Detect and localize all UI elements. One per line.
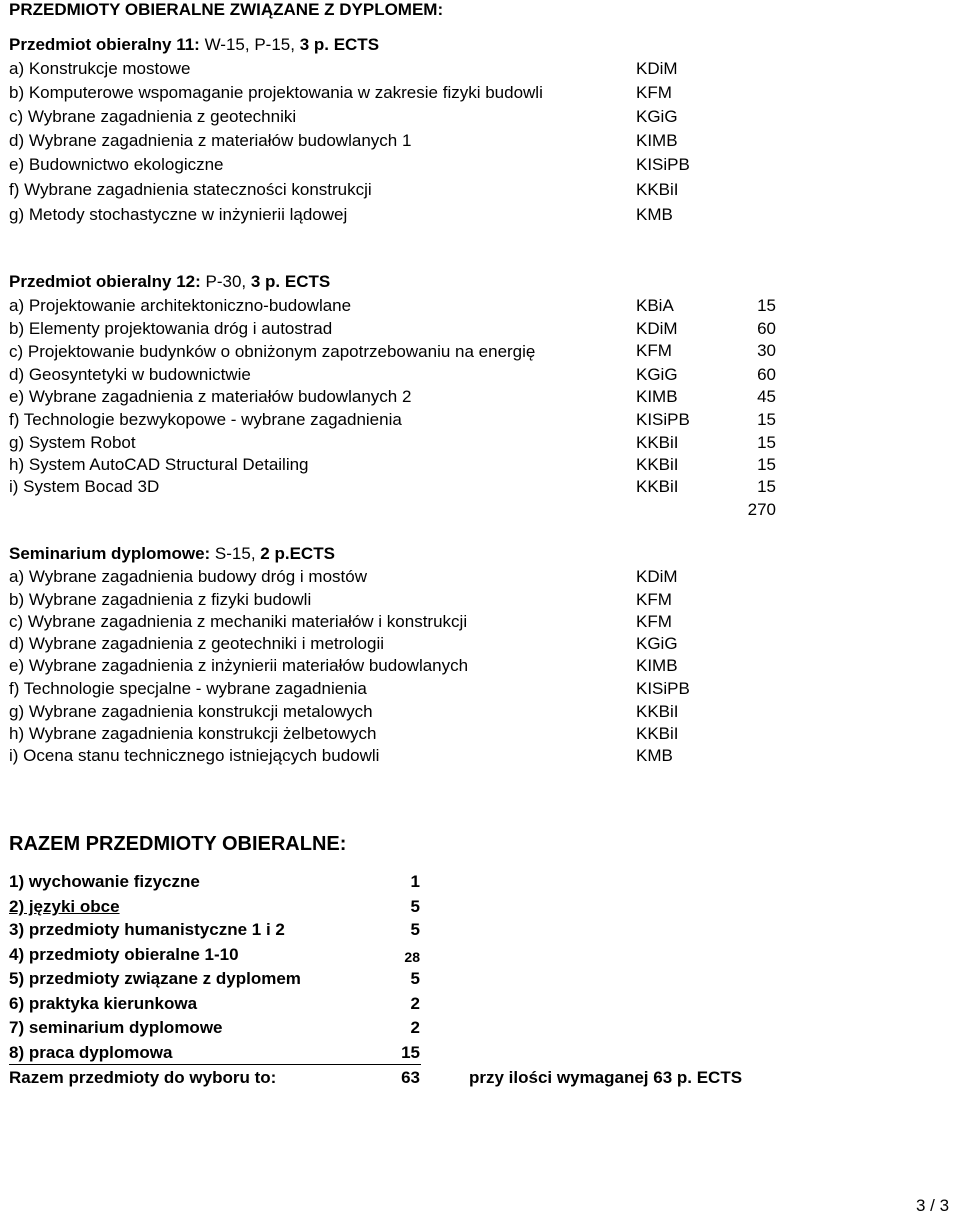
list-item-label: f) Technologie bezwykopowe - wybrane zagadnienia [9,410,402,429]
list-item-label: e) Budownictwo ekologiczne [9,155,224,174]
list-item-dept: KFM [636,83,672,102]
summary-row-label: 7) seminarium dyplomowe [9,1018,223,1037]
list-item-dept: KGiG [636,634,678,653]
seminar-heading-ects: 2 p.ECTS [260,544,335,563]
list-item-label: b) Elementy projektowania dróg i autostrad [9,319,333,338]
page-title: PRZEDMIOTY OBIERALNE ZWIĄZANE Z DYPLOMEM: [9,0,444,19]
list-item-dept: KDiM [636,319,678,338]
list-item-label: e) Wybrane zagadnienia z materiałów budowlanych 2 [9,387,412,406]
summary-row-label: 8) praca dyplomowa [9,1043,173,1062]
page-number: 3 / 3 [916,1196,950,1215]
summary-row-label: 2) języki obce [9,897,120,916]
list-item-dept: KMB [636,746,673,765]
summary-row-label: 5) przedmioty związane z dyplomem [9,969,301,988]
section-12-heading-label: Przedmiot obieralny 12: [9,272,201,291]
list-item-label: i) Ocena stanu technicznego istniejących budowli [9,746,380,765]
section-11-heading-hours: W-15, P-15, [199,35,300,54]
seminar-heading [9,544,335,564]
list-item-dept: KGiG [636,107,678,126]
list-item-label: a) Projektowanie architektoniczno-budowlane [9,296,352,315]
list-item-label: e) Wybrane zagadnienia z inżynierii materiałów budowlanych [9,656,469,675]
list-item-label: i) System Bocad 3D [9,477,160,496]
list-item-hours: 15 [757,477,776,496]
summary-divider [9,1064,421,1065]
list-item-hours: 15 [757,455,776,474]
list-item-dept: KDiM [636,567,678,586]
list-item-dept: KIMB [636,656,678,675]
list-item-label: f) Wybrane zagadnienia stateczności konstrukcji [9,180,372,199]
list-item-label: c) Projektowanie budynków o obniżonym zapotrzebowaniu na energię [9,342,536,361]
list-item-hours: 60 [757,365,776,384]
list-item-label: d) Wybrane zagadnienia z materiałów budowlanych 1 [9,131,412,150]
section-12-heading-hours: P-30, [200,272,251,291]
list-item-dept: KKBiI [636,455,679,474]
list-item-dept: KGiG [636,365,678,384]
list-item-label: g) System Robot [9,433,136,452]
list-item-dept: KIMB [636,387,678,406]
list-item-hours: 60 [757,319,776,338]
list-item-dept: KKBiI [636,477,679,496]
summary-row-label: 4) przedmioty obieralne 1-10 [9,945,239,964]
list-item-dept: KISiPB [636,155,690,174]
hours-total: 270 [747,500,776,519]
list-item-hours: 45 [757,387,776,406]
list-item-dept: KKBiI [636,724,679,743]
summary-total-value: 63 [401,1068,420,1087]
seminar-heading-label: Seminarium dyplomowe: [9,544,211,563]
list-item-dept: KFM [636,590,672,609]
summary-row-label: 3) przedmioty humanistyczne 1 i 2 [9,920,285,939]
summary-row-value: 5 [410,920,420,939]
summary-row-value: 5 [410,897,420,916]
section-12-heading [9,272,330,292]
list-item-label: d) Geosyntetyki w budownictwie [9,365,251,384]
list-item-label: g) Wybrane zagadnienia konstrukcji metalowych [9,702,373,721]
list-item-dept: KISiPB [636,410,690,429]
summary-title: RAZEM PRZEDMIOTY OBIERALNE: [9,833,347,855]
summary-row-value: 5 [410,969,420,988]
list-item-label: a) Wybrane zagadnienia budowy dróg i mostów [9,567,367,586]
list-item-dept: KKBiI [636,702,679,721]
summary-row-value: 28 [404,949,420,965]
list-item-dept: KFM [636,612,672,631]
list-item-label: c) Wybrane zagadnienia z mechaniki materiałów i konstrukcji [9,612,468,631]
section-11-heading [9,35,379,55]
section-11-heading-label: Przedmiot obieralny 11: [9,35,200,54]
list-item-label: b) Wybrane zagadnienia z fizyki budowli [9,590,312,609]
summary-row-value: 1 [410,872,420,891]
list-item-label: a) Konstrukcje mostowe [9,59,191,78]
seminar-heading-hours: S-15, [210,544,261,563]
section-12-heading-ects: 3 p. ECTS [250,272,331,291]
list-item-label: h) System AutoCAD Structural Detailing [9,455,309,474]
list-item-label: h) Wybrane zagadnienia konstrukcji żelbetowych [9,724,377,743]
list-item-dept: KMB [636,205,673,224]
list-item-hours: 15 [757,296,776,315]
list-item-dept: KFM [636,341,672,360]
summary-row-value: 2 [410,994,420,1013]
list-item-hours: 15 [757,433,776,452]
list-item-label: g) Metody stochastyczne w inżynierii lądowej [9,205,348,224]
list-item-hours: 15 [757,410,776,429]
list-item-dept: KDiM [636,59,678,78]
list-item-dept: KISiPB [636,679,690,698]
list-item-dept: KKBiI [636,180,679,199]
list-item-label: b) Komputerowe wspomaganie projektowania w zakresie fizyki budowli [9,83,543,102]
list-item-dept: KBiA [636,296,674,315]
summary-row-value: 15 [401,1043,420,1062]
summary-required-note: przy ilości wymaganej 63 p. ECTS [469,1068,743,1087]
summary-total-label: Razem przedmioty do wyboru to: [9,1068,277,1087]
summary-row-label: 1) wychowanie fizyczne [9,872,200,891]
list-item-hours: 30 [757,341,776,360]
summary-row-label: 6) praktyka kierunkowa [9,994,198,1013]
summary-row-value: 2 [410,1018,420,1037]
list-item-dept: KIMB [636,131,678,150]
list-item-label: d) Wybrane zagadnienia z geotechniki i metrologii [9,634,384,653]
list-item-dept: KKBiI [636,433,679,452]
list-item-label: c) Wybrane zagadnienia z geotechniki [9,107,297,126]
section-11-heading-ects: 3 p. ECTS [299,35,380,54]
list-item-label: f) Technologie specjalne - wybrane zagadnienia [9,679,367,698]
